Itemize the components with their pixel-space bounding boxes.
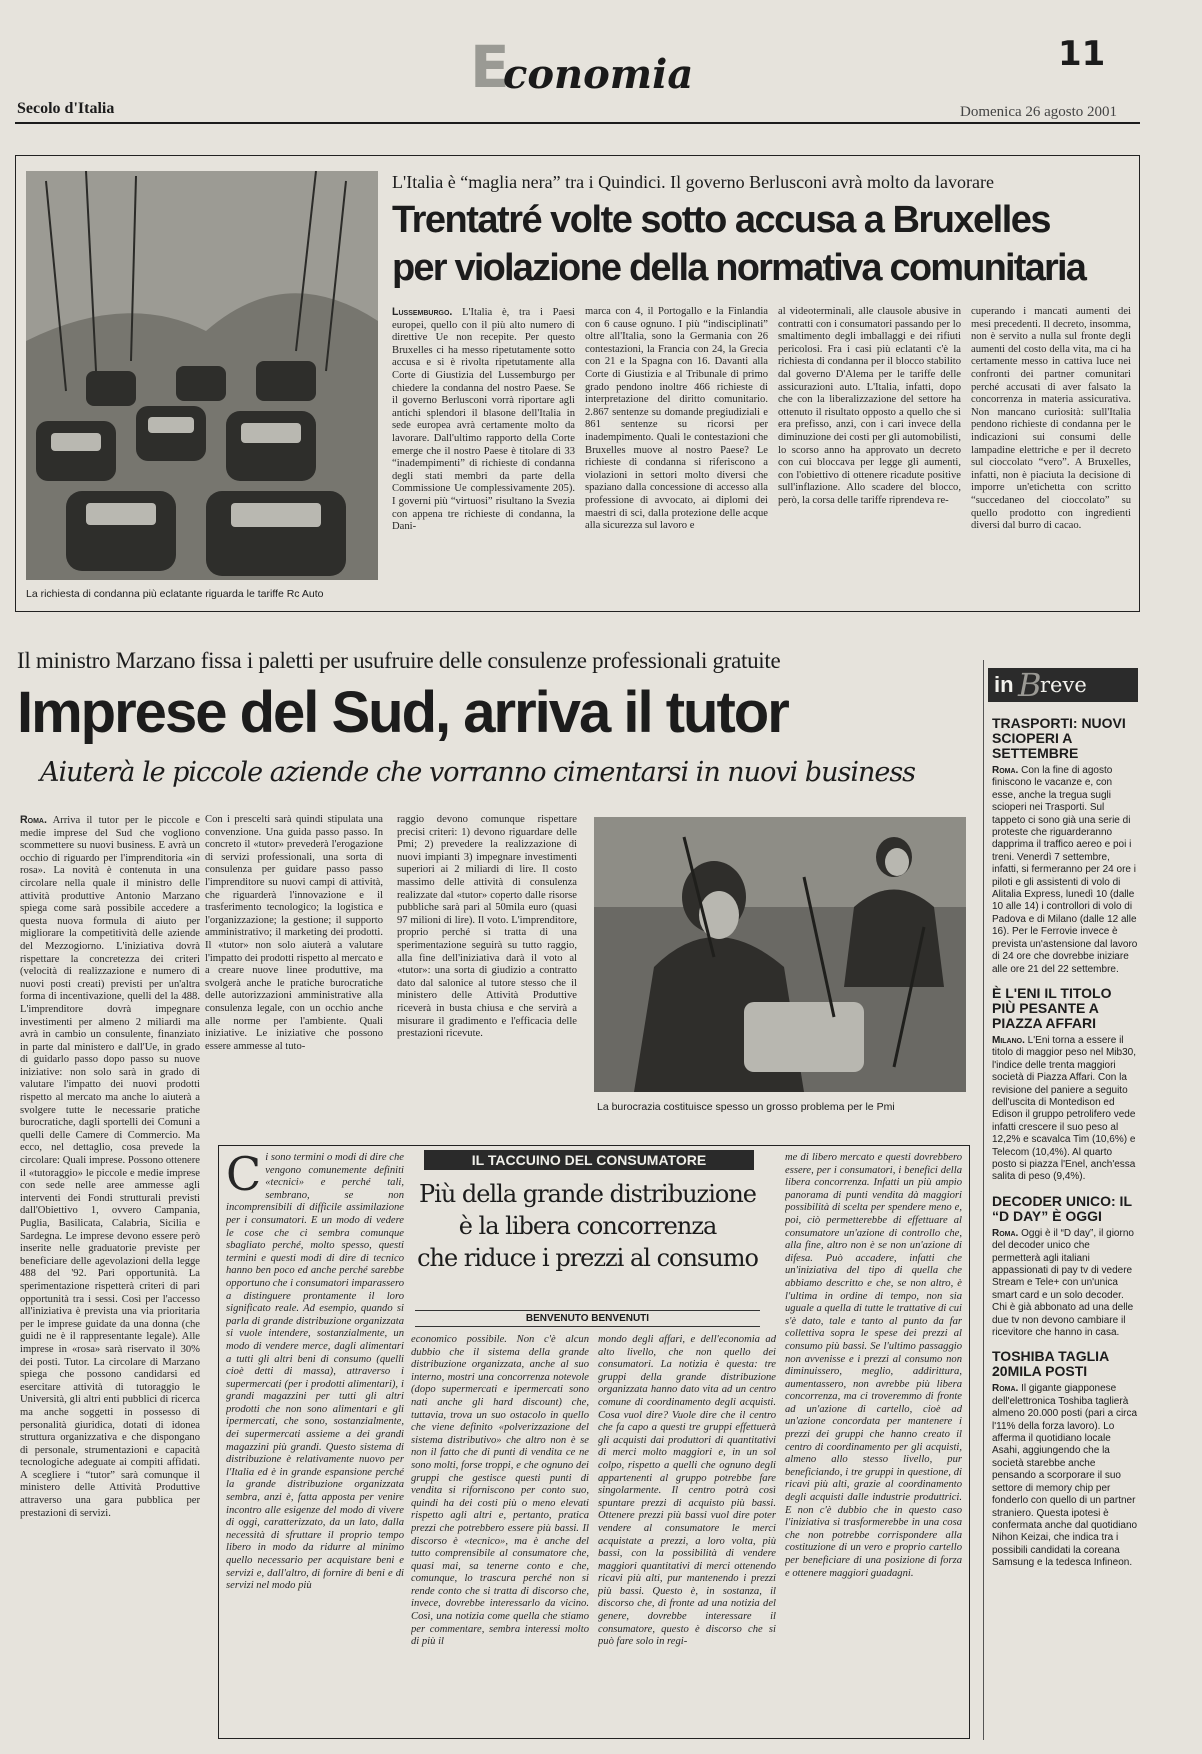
article-2-column-2 xyxy=(205,814,383,1116)
taccuino-headline-line-2: è la libera concorrenza xyxy=(458,1212,717,1240)
section-initial: E xyxy=(470,33,510,101)
article-1-column-2 xyxy=(585,306,768,606)
article-1-column-1 xyxy=(392,306,575,606)
taccuino-headline xyxy=(415,1178,760,1274)
workers-photo xyxy=(594,817,966,1092)
traffic-photo-caption: La richiesta di condanna più eclatante riguarda le tariffe Rc Auto xyxy=(26,588,324,600)
article-2-headline: Imprese del Sud, arriva il tutor xyxy=(17,680,788,745)
taccuino-dropcap: C xyxy=(226,1152,262,1201)
page-number: 11 xyxy=(1058,34,1106,74)
taccuino-column-3 xyxy=(598,1334,776,1732)
brief-dateline: Roma. xyxy=(992,765,1019,776)
taccuino-headline-line-3: che riduce i prezzi al consumo xyxy=(417,1244,758,1272)
article-1-column-3 xyxy=(778,306,961,606)
taccuino-text-2: economico possibile. Non c'è alcun dubbio che il sistema della grande distribuzione organizzata, anche al suo interno, mostri una concorrenza notevole (dopo supermercati e ipermercati sono nati anche gli hard discount) che, tuttavia, trova un suo ostacolo in quello che viene definito «polverizzazione del sistema distributivo» che altro non è se non il fatto che di punti di vendita ce ne sono molti, forse troppi, e che ognuno dei gruppi che gestisce questi punti di vendita si riforniscono per conto suo, quindi ha dei costi più o meno elevati rispetto agli altri e, pertanto, pratica prezzi che potrebbero essere più bassi. Il discorso è «tecnico», ma è anche del tutto comprensibile al consumatore che, quasi mai, sa tenerne conto e che, comunque, lo trascura perché non si rende conto che si tratta di discorso che, invece, dovrebbe interessarlo da vicino. Così, una notizia come quella che stiamo per commentare, sembra interessi molto di più il xyxy=(411,1334,589,1648)
in-breve-initial: B xyxy=(1018,666,1042,704)
brief-item-eni xyxy=(992,986,1138,1184)
article-2-dateline: Roma. xyxy=(20,814,47,826)
article-1-headline-line-2: per violazione della normativa comunitaria xyxy=(392,247,1086,289)
article-2-subhead: Aiuterà le piccole aziende che vorranno cimentarsi in nuovi business xyxy=(40,757,916,788)
section-title: conomia xyxy=(503,51,694,98)
taccuino-banner-label: IL TACCUINO DEL CONSUMATORE xyxy=(471,1152,707,1168)
in-breve-prefix: in xyxy=(994,672,1014,697)
article-2-text-3: raggio devono comunque rispettare precisi criteri: 1) devono riguardare delle Pmi; 2) prevedere la realizzazione di nuovi impianti 3) impegnare investimenti superiori ai 2 miliardi di lire. Il costo massimo delle attività di consulenza realizzate dal «tutor» coperto dalle risorse pubbliche sarà pari al 50mila euro (quasi 97 milioni di lire). Il voto. L'imprenditore, proprio perché si tratta di una sperimentazione seguirà su tutto raggio, alla fine dell'iniziativa darà il voto al «tutor»: una sorta di giudizio a contratto dato dal salonice al tutore stesso che il ministero delle Attività Produttive riceverà in busta chiusa e che servirà a misurare il gradimento e l'efficacia delle prestazioni ricevute. xyxy=(397,814,577,1040)
in-breve-list xyxy=(992,716,1138,1738)
article-1-text-2: marca con 4, il Portogallo e la Finlandia con 6 cause ognuno. I più “indisciplinati” oltre all'Italia, sono la Germania con 26 contestazioni, la Francia con 24, la Grecia con 21 e la Spagna con 16. Davanti alla Corte di Giustizia e al Tribunale di primo grado pendono inoltre 466 richieste di interpretazione del diritto comunitario. 2.867 sentenze su domande pregiudiziali e 861 sentenze su ricorsi per inadempimento. Quali le contestazioni che Bruxelles muove al nostro Paese? Le richieste di condanna si riferiscono a violazioni in settori molto diversi che spaziano dalla concessione di accesso alla professione di avvocato, ai diplomi dei maestri di sci, dalla protezione delle acque alla sicurezza sul lavoro e xyxy=(585,306,768,532)
taccuino-text-4: me di libero mercato e questi dovrebbero essere, per i consumatori, i benefici della libera concorrenza. Infatti un più ampio panorama di punti vendita dà maggiori possibilità di scelta per spendere meno e, poi, ciò permetterebbe di effettuare al consumatore un'azione di controllo che, alla fine, altro non è se non un'azione di difesa. Può accadere, infatti che un'iniziativa del tipo di quella che abbiamo descritto e che, se non altro, è l'ultima in ordine di tempo, non sia uguale a quella di tutte le trattative di cui s'è dato, tale e tanto al punto da far collettiva sopra le spese dei prezzi al consumo più bassi. Se l'ultimo passaggio non avvenisse e i prezzi al consumo non diminuissero, meglio, addirittura, aumentassero, non avrebbe più libera concorrenza, ma ci troveremmo di fronte ad un'azione di cartello, cioè ad un'azione concordata per mantenere i prezzi dei gruppi che hanno creato il centro di coordinamento per gli acquisti, almeno allo stesso livello, pur beneficiando, i tre gruppi in questione, di ricavi più alti, grazie al coordinamento degli acquisti dalle industrie produttrici. E non c'è dubbio che in questo caso l'iniziativa si trasformerebbe in una cosa che non potrebbe corrispondere alla costituzione di un vero e proprio cartello per beneficiare di una posizione di forza e ottenere maggiori guadagni. xyxy=(785,1152,962,1579)
article-2-text-2: Con i prescelti sarà quindi stipulata una convenzione. Una guida passo passo. In concreto il «tutor» prevederà l'erogazione di servizi professionali, una sorta di consulenza per guidare passo passo l'imprenditore su nuovi campi di attività, che riguarderà l'innovazione e il trasferimento tecnologico; la logistica e l'organizzazione; la gestione; il supporto amministrativo; il marketing dei prodotti. Il «tutor» non solo aiuterà a valutare l'impatto dei prodotti rispetto al mercato e a creare nuove linee produttive, ma svolgerà anche le pratiche burocratiche delle autorizzazioni amministrative alla consulenza legale, con un occhio anche alle norme per l'ambiente. Quali iniziative. Le iniziative che possono essere ammesse al tuto- xyxy=(205,814,383,1052)
in-breve-rest: reve xyxy=(1040,673,1087,697)
traffic-jam-illustration xyxy=(26,171,378,580)
workers-photo-caption: La burocrazia costituisce spesso un grosso problema per le Pmi xyxy=(597,1101,895,1113)
taccuino-byline: BENVENUTO BENVENUTI xyxy=(415,1310,760,1327)
brief-item-trasporti xyxy=(992,716,1138,976)
article-2-text-1: Arriva il tutor per le piccole e medie imprese del Sud che vogliono scommettere su nuovi business. E avrà un occhio di riguardo per l'imprenditoria «in rosa». La novità è contenuta in una circolare nella quale il ministro delle attività produttive Antonio Marzano spiega come sarà possibile accedere a questa nuova formula di aiuto per migliorare la competitività delle aziende del Mezzogiorno. L'iniziativa dovrà rispettare la concretezza dei criteri (velocità di realizzazione e numero di nuovi posti creati) previsti per un'altra forma di incentivazione, quelli del la 488. L'imprenditore dovrà impegnare investimenti per almeno 2 miliardi ma avrà in cambio un consulente, finanziato in parte dal ministero e dall'Ue, in grado di guidarlo passo dopo passo su nuove iniziative: non solo sarà in grado di valutare l'impatto dei nuovi prodotti rispetto al mercato ma anche lo aiuterà a svolgere tutte le necessarie pratiche burocratiche, dagli sportelli dei Comuni a quelli delle Camere di Commercio. Ma ecco, nel dettaglio, cosa prevede la circolare: Quali imprese. Possono ottenere il «tutoraggio» le piccole e medie imprese con sede nelle aree ammesse agli interventi dei Fondi strutturali previsti dall'Obiettivo 1, ovvero Campania, Puglia, Basilicata, Calabria, Sicilia e Sardegna. Le imprese devono essere però inserite nelle graduatorie previste per beneficiare delle agevolazioni della legge 488 del '92. Pari opportunità. La sperimentazione rispetterà criteri di pari opportunità tra i sessi. Così per l'accesso all'iniziativa è prevista una via prioritaria per le imprese guidate da una donna (che guidi ne è il rappresentante legale). Alle imprese in «rosa» sarà riservato il 30% dei posti. Tutor. La circolare di Marzano spiega che possono candidarsi ed esercitare attività di tutoraggio le Università, gli altri enti pubblici di ricerca ma anche soggetti in possesso di personalità giuridica, dotati di idonea struttura organizzativa e che dispongano di personale, strumentazioni e capacità tecnologiche adeguate ai compiti affidati. A scegliere i “tutor” sarà comunque il ministero delle Attività Produttive attraverso una gara pubblica per prestazioni di servizi. xyxy=(20,815,200,1519)
article-1-text-4: cuperando i mancati aumenti dei mesi precedenti. Il decreto, insomma, non è servito a nulla sul fronte degli aumenti del costo della vita, ma ci ha certamente messo in cattiva luce nei confronti dei partner comunitari perché accusati di aver falsato la concorrenza in materia assicurativa. Non mancano curiosità: sull'Italia pendono richieste di condanna per le indicazioni sui consumi delle lampadine elettriche e per il decreto sul cioccolato “vero”. A Bruxelles, infatti, non è piaciuta la decisione di imporre un'etichetta con scritto “succedaneo del cioccolato” su quello prodotto con ingredienti diversi dal burro di cacao. xyxy=(971,306,1131,532)
article-1-text-3: al videoterminali, alle clausole abusive in contratti con i consumatori passando per lo smaltimento degli imballaggi e dei rifiuti pericolosi. Fra i casi più eclatanti c'è la richiesta di condanna per il blocco stabilito dal governo D'Alema per le tariffe delle assicurazioni auto. L'Italia, infatti, dopo che con la liberalizzazione del settore ha ottenuto il risultato opposto a quello che si era prefisso, anzi, con i cari invece della diminuzione dei costi per gli automobilisti, lo scorso anno ha approvato un decreto con cui bloccava per legge gli aumenti, con l'obiettivo di ottenere ricadute positive sull'inflazione. Allo scadere del blocco, però, la corsa delle tariffe riprendeva re- xyxy=(778,306,961,506)
article-1-headline-line-1: Trentatré volte sotto accusa a Bruxelles xyxy=(392,199,1051,241)
brief-dateline: Roma. xyxy=(992,1383,1019,1395)
taccuino-banner xyxy=(424,1150,754,1170)
brief-title: È L'ENI IL TITOLO PIÙ PESANTE A PIAZZA AFFARI xyxy=(992,984,1112,1031)
article-2-column-3 xyxy=(397,814,577,1116)
article-1-dateline: Lussemburgo. xyxy=(392,306,453,318)
issue-date: Domenica 26 agosto 2001 xyxy=(960,104,1118,120)
article-1-kicker: L'Italia è “maglia nera” tra i Quindici. Il governo Berlusconi avrà molto da lavorare xyxy=(392,172,994,192)
masthead: Secolo d'Italia xyxy=(17,100,115,117)
taccuino-text-1: i sono termini o modi di dire che vengono comunemente definiti «tecnici» e perché tali, sembrano, se non incomprensibili di difficile assimilazione per i consumatori. E un modo di vedere le cose che ci sembra comunque sbagliato perché, molto spesso, questi termini e questi modi di dire di tecnico hanno ben poco ed anche perché sarebbe opportuno che i consumatori imparassero a distinguere prontamente il loro significato reale. Ad esempio, quando si parla di grande distribuzione organizzata si vuole intendere, sostanzialmente, un modo di vendere merce, dagli alimentari a tutti gli altri beni di consumo (quelli cioè detti di massa), attraverso i supermercati (per i prodotti alimentari), i grandi magazzini per tutti gli altri prodotti che non sono alimentari e gli ipermercati, che sono, sostanzialmente, dei supermercati assieme a dei grandi magazzini più grandi. Questo sistema di distribuzione è relativamente nuovo per l'Italia ed è in grande espansione perché la grande distribuzione organizzata sembra, anzi è, fatta apposta per venire incontro alle esigenze del modo di vivere di oggi, caratterizzato, da un lato, dalla necessità di sfruttare il proprio tempo libero in modo da ridurre al minimo quello necessario per acquistare beni e servizi e, dall'altro, di fornire di beni e di servizi nel modo più xyxy=(226,1152,404,1592)
brief-title: DECODER UNICO: IL “D DAY” È OGGI xyxy=(992,1192,1132,1224)
brief-item-decoder xyxy=(992,1194,1138,1340)
brief-body: L'Eni torna a essere il titolo di maggior peso nel Mib30, l'indice delle trenta maggiori società di Piazza Affari. Con la revisione del paniere a seguito dell'uscita di Montedison ed Edison il gruppo petrolifero vede infatti crescere il suo peso al 12,2% e scavalca Tim (10,6%) e Telecom (10,4%). Al quarto posto si piazza l'Enel, anch'essa salita di peso (9,4%). xyxy=(992,1034,1136,1183)
brief-body: Il gigante giapponese dell'elettronica Toshiba taglierà almeno 20.000 posti (pari a circa l'11% della forza lavoro). Lo afferma il quotidiano locale Asahi, aggiungendo che la società starebbe anche pensando a scorporare il suo settore di memory chip per fonderlo con quello di un partner straniero. Questa ipotesi è confermata anche dal quotidiano Nihon Keizai, che indica tra i possibili candidati la coreana Samsung e la tedesca Infineon. xyxy=(992,1383,1138,1569)
sidebar-divider xyxy=(983,660,984,1740)
brief-body: Con la fine di agosto finiscono le vacanze e, con esse, anche la tregua sugli scioperi nei Trasporti. Sul tappeto ci sono già una serie di proteste che riguarderanno dapprima il traffico aereo e poi i treni. Venerdì 7 settembre, infatti, si fermeranno per 24 ore i piloti e gli assistenti di volo di Alitalia Express, lunedì 10 (dalle 10 alle 14) i controllori di volo di Padova e di Milano (dalle 12 alle 16). Per le Ferrovie invece è prevista un'astensione dal lavoro di 24 ore che dovrebbe iniziare alle ore 21 del 22 settembre. xyxy=(992,765,1138,975)
taccuino-headline-line-1: Più della grande distribuzione xyxy=(419,1180,756,1208)
brief-item-toshiba xyxy=(992,1349,1138,1569)
header-rule xyxy=(15,122,1140,124)
brief-body: Oggi è il “D day”, il giorno del decoder unico che permetterà agli italiani appassionati di pay tv di vedere Stream e Tele+ con un'unica smart card e un solo decoder. Chi è già abbonato ad una delle due tv non devono cambiare il ricevitore che hanno in casa. xyxy=(992,1227,1134,1339)
brief-dateline: Milano. xyxy=(992,1034,1025,1046)
in-breve-header xyxy=(988,668,1138,702)
taccuino-column-4 xyxy=(785,1152,962,1732)
brief-dateline: Roma. xyxy=(992,1227,1019,1239)
brief-title: TOSHIBA TAGLIA 20MILA POSTI xyxy=(992,1348,1109,1380)
taccuino-column-1 xyxy=(226,1152,404,1732)
traffic-jam-photo xyxy=(26,171,378,580)
article-1-column-4 xyxy=(971,306,1131,606)
taccuino-column-2 xyxy=(411,1334,589,1732)
article-1-text-1: L'Italia è, tra i Paesi europei, quello con il più alto numero di direttive Ue non recepite. Per questo Bruxelles ci ha messo ripetutamente sotto accusa e si è rivolta ripetutamente alla Corte di Giustizia del Lussemburgo per chiedere la condanna del nostro Paese. Se il governo Berlusconi vorrà riportare agli antichi splendori il blasone dell'Italia in sede europea avrà certamente molto da lavorare. Dall'ultimo rapporto della Corte emerge che il nostro Paese è titolare di 33 “inadempimenti” di richieste di condanna degli stati membri da parte della Commissione Ue complessivamente 205). I governi più “virtuosi” risultano la Svezia con appena tre richieste di condanna, la Dani- xyxy=(392,307,575,533)
taccuino-text-3: mondo degli affari, e dell'economia ad alto livello, che non quello dei consumatori. La notizia è questa: tre gruppi della grande distribuzione organizzata hanno dato vita ad un centro comune di coordinamento degli acquisti. Cosa vuol dire? Vuole dire che il centro che fa capo a questi tre gruppi effettuerà gli acquisti dai produttori di quantitativi di merci molto maggiori e, in un sol colpo, rispetto a quelli che ognuno degli appartenenti al gruppo potrebbe fare singolarmente. Il centro potrà così spuntare prezzi di acquisto più bassi. Ottenere prezzi più bassi vuol dire poter vendere al consumatore le merci acquistate a prezzi, a loro volta, più bassi, con la possibilità di vendere maggiori quantitativi di merci ottenendo ricavi più alti, pur mantenendo i prezzi più bassi. Questo è, in sostanza, il discorso che, di fronte ad una notizia del genere, dovrebbe interessare il consumatore, questo è discorso che si può fare solo in regi- xyxy=(598,1334,776,1648)
article-2-kicker: Il ministro Marzano fissa i paletti per usufruire delle consulenze professionali gratuite xyxy=(17,648,781,673)
workers-illustration xyxy=(594,817,966,1092)
article-2-column-1 xyxy=(20,814,200,1724)
brief-title: TRASPORTI: NUOVI SCIOPERI A SETTEMBRE xyxy=(992,716,1126,761)
section-header xyxy=(470,33,770,101)
